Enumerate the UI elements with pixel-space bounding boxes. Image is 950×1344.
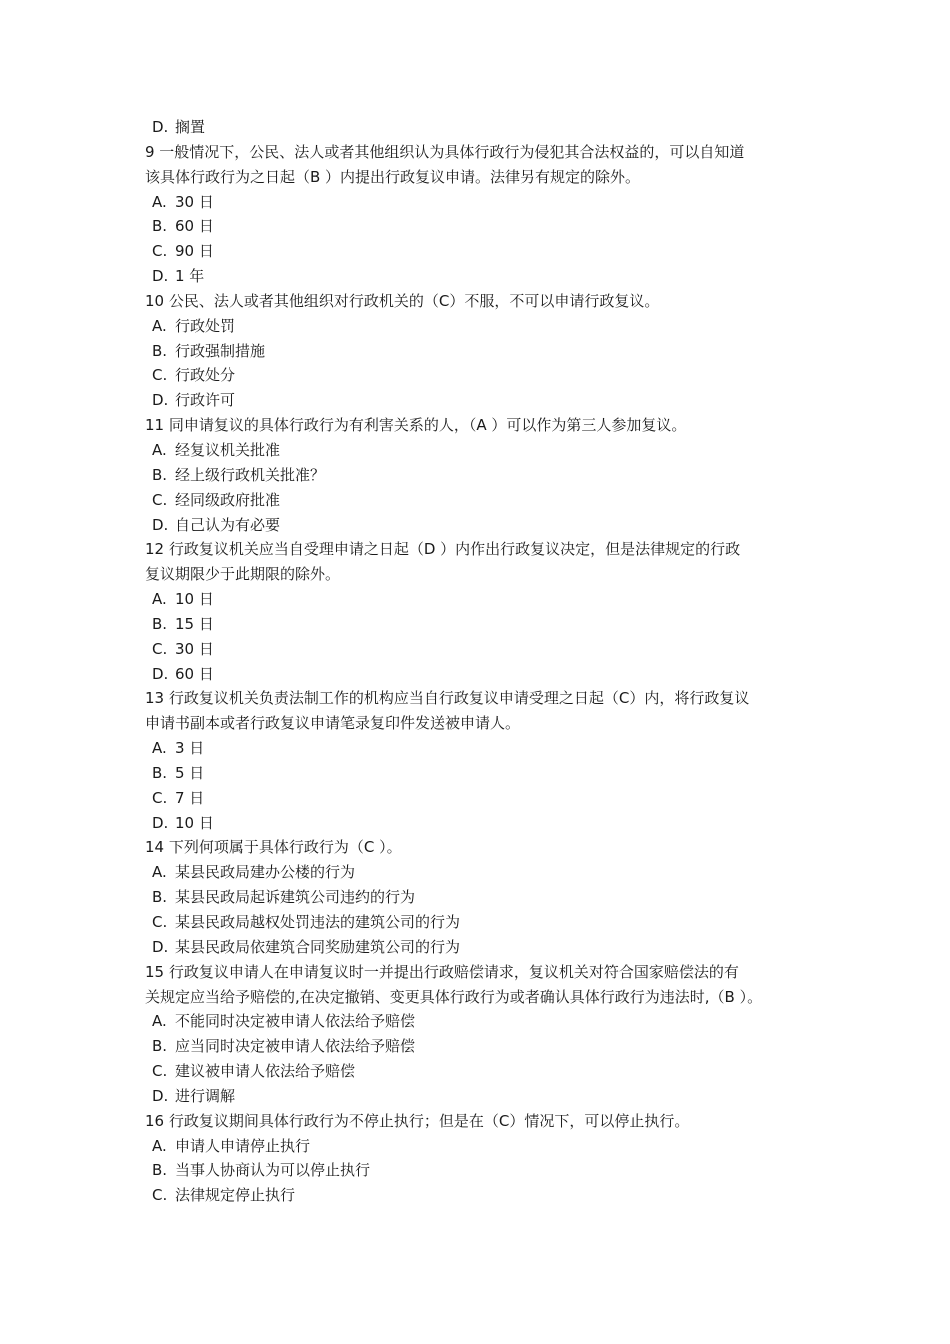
option-line	[0, 736, 950, 761]
option-letter: B.	[152, 1161, 168, 1180]
question-line: 13 行政复议机关负责法制工作的机构应当自行政复议申请受理之日起（C）内，将行政复议	[145, 689, 750, 708]
option-line	[0, 935, 950, 960]
option-line	[0, 587, 950, 612]
option-text: 10 日	[175, 813, 214, 832]
option-line	[0, 910, 950, 935]
option-text: 搁置	[175, 118, 206, 136]
option-text: 当事人协商认为可以停止执行	[175, 1161, 371, 1180]
document-page	[0, 115, 950, 1208]
option-line	[0, 214, 950, 239]
option-line	[0, 1183, 950, 1208]
option-text: 15 日	[175, 614, 214, 633]
option-letter: B.	[152, 217, 168, 236]
option-text: 行政强制措施	[175, 341, 266, 360]
option-letter: B.	[152, 888, 168, 907]
option-letter: B.	[152, 465, 168, 484]
option-text: 30 日	[175, 192, 214, 211]
option-letter: C.	[152, 639, 168, 658]
option-letter: C.	[152, 242, 168, 261]
option-letter: C.	[152, 490, 168, 509]
option-line	[0, 811, 950, 836]
option-letter: B.	[152, 763, 168, 782]
option-line	[0, 1034, 950, 1059]
option-line	[0, 1084, 950, 1109]
option-letter: A.	[152, 440, 167, 459]
question-line: 申请书副本或者行政复议申请笔录复印件发送被申请人。	[145, 714, 521, 733]
option-text: 不能同时决定被申请人依法给予赔偿	[175, 1012, 416, 1031]
option-line	[0, 463, 950, 488]
option-line	[0, 761, 950, 786]
option-letter: C.	[152, 913, 168, 931]
option-letter: D.	[152, 267, 169, 286]
option-line	[0, 786, 950, 811]
option-line	[0, 339, 950, 364]
question-line: 9 一般情况下，公民、法人或者其他组织认为具体行政行为侵犯其合法权益的，可以自知道	[145, 142, 745, 161]
option-letter: C.	[152, 1062, 168, 1081]
question-line: 复议期限少于此期限的除外。	[145, 565, 341, 584]
option-letter: A.	[152, 1012, 167, 1031]
option-text: 60 日	[175, 217, 214, 236]
option-letter: A.	[152, 316, 167, 335]
option-text: 行政处分	[175, 366, 236, 385]
question-line: 关规定应当给予赔偿的,在决定撤销、变更具体行政行为或者确认具体行政行为违法时,（B ）。	[145, 987, 763, 1006]
option-text: 30 日	[175, 639, 214, 658]
option-line	[0, 662, 950, 687]
question-line: 16 行政复议期间具体行政行为不停止执行；但是在（C）情况下，可以停止执行。	[145, 1111, 690, 1130]
option-line	[0, 1134, 950, 1159]
question-line: 12 行政复议机关应当自受理申请之日起（D ）内作出行政复议决定，但是法律规定的行政	[145, 540, 741, 559]
option-letter: D.	[152, 391, 169, 410]
option-letter: D.	[152, 664, 169, 683]
option-text: 90 日	[175, 242, 214, 261]
option-line	[0, 115, 950, 140]
option-line	[0, 388, 950, 413]
option-letter: D.	[152, 1086, 169, 1105]
option-letter: A.	[152, 1136, 167, 1155]
option-line	[0, 264, 950, 289]
option-text: 7 日	[175, 788, 205, 807]
option-line	[0, 885, 950, 910]
option-text: 5 日	[175, 763, 205, 782]
option-line	[0, 1059, 950, 1084]
option-text: 行政处罚	[175, 316, 236, 335]
question-line: 该具体行政行为之日起（B ）内提出行政复议申请。法律另有规定的除外。	[145, 167, 641, 186]
option-text: 法律规定停止执行	[175, 1186, 296, 1205]
option-text: 申请人申请停止执行	[175, 1136, 311, 1155]
option-letter: B.	[152, 341, 168, 360]
option-text: 进行调解	[175, 1086, 236, 1105]
option-text: 60 日	[175, 664, 214, 683]
option-letter: A.	[152, 739, 167, 758]
option-line	[0, 860, 950, 885]
option-text: 行政许可	[175, 391, 236, 410]
option-letter: A.	[152, 863, 167, 882]
option-letter: C.	[152, 1186, 168, 1205]
option-letter: B.	[152, 614, 168, 633]
option-letter: D.	[152, 937, 169, 956]
option-text: 某县民政局越权处罚违法的建筑公司的行为	[175, 913, 461, 931]
option-text: 1 年	[175, 267, 205, 286]
option-letter: D.	[152, 515, 169, 534]
option-text: 10 日	[175, 590, 214, 609]
option-text: 某县民政局建办公楼的行为	[175, 863, 356, 882]
option-text: 经上级行政机关批准？	[175, 465, 326, 484]
question-line: 14 下列何项属于具体行政行为（C ）。	[145, 838, 402, 857]
option-text: 自己认为有必要	[175, 515, 281, 534]
option-letter: B.	[152, 1037, 168, 1056]
question-line: 15 行政复议申请人在申请复议时一并提出行政赔偿请求，复议机关对符合国家赔偿法的有	[145, 962, 739, 981]
option-letter: D.	[152, 813, 169, 832]
option-line	[0, 363, 950, 388]
option-line	[0, 513, 950, 538]
option-text: 经同级政府批准	[175, 490, 281, 509]
question-line: 11 同申请复议的具体行政行为有利害关系的人，（A ）可以作为第三人参加复议。	[145, 416, 687, 435]
option-text: 某县民政局起诉建筑公司违约的行为	[175, 888, 416, 907]
option-letter: A.	[152, 192, 167, 211]
option-text: 建议被申请人依法给予赔偿	[175, 1062, 356, 1081]
option-line	[0, 190, 950, 215]
option-line	[0, 612, 950, 637]
question-line: 10 公民、法人或者其他组织对行政机关的（C）不服，不可以申请行政复议。	[145, 291, 660, 310]
option-line	[0, 1009, 950, 1034]
option-letter: C.	[152, 366, 168, 385]
option-text: 经复议机关批准	[175, 440, 281, 459]
option-line	[0, 239, 950, 264]
option-line	[0, 1158, 950, 1183]
option-line	[0, 488, 950, 513]
option-line	[0, 314, 950, 339]
option-text: 某县民政局依建筑合同奖励建筑公司的行为	[175, 937, 461, 956]
option-line	[0, 438, 950, 463]
option-letter: A.	[152, 590, 167, 609]
option-letter: D.	[152, 118, 169, 136]
option-letter: C.	[152, 788, 168, 807]
option-text: 应当同时决定被申请人依法给予赔偿	[175, 1037, 416, 1056]
option-line	[0, 637, 950, 662]
option-text: 3 日	[175, 739, 205, 758]
